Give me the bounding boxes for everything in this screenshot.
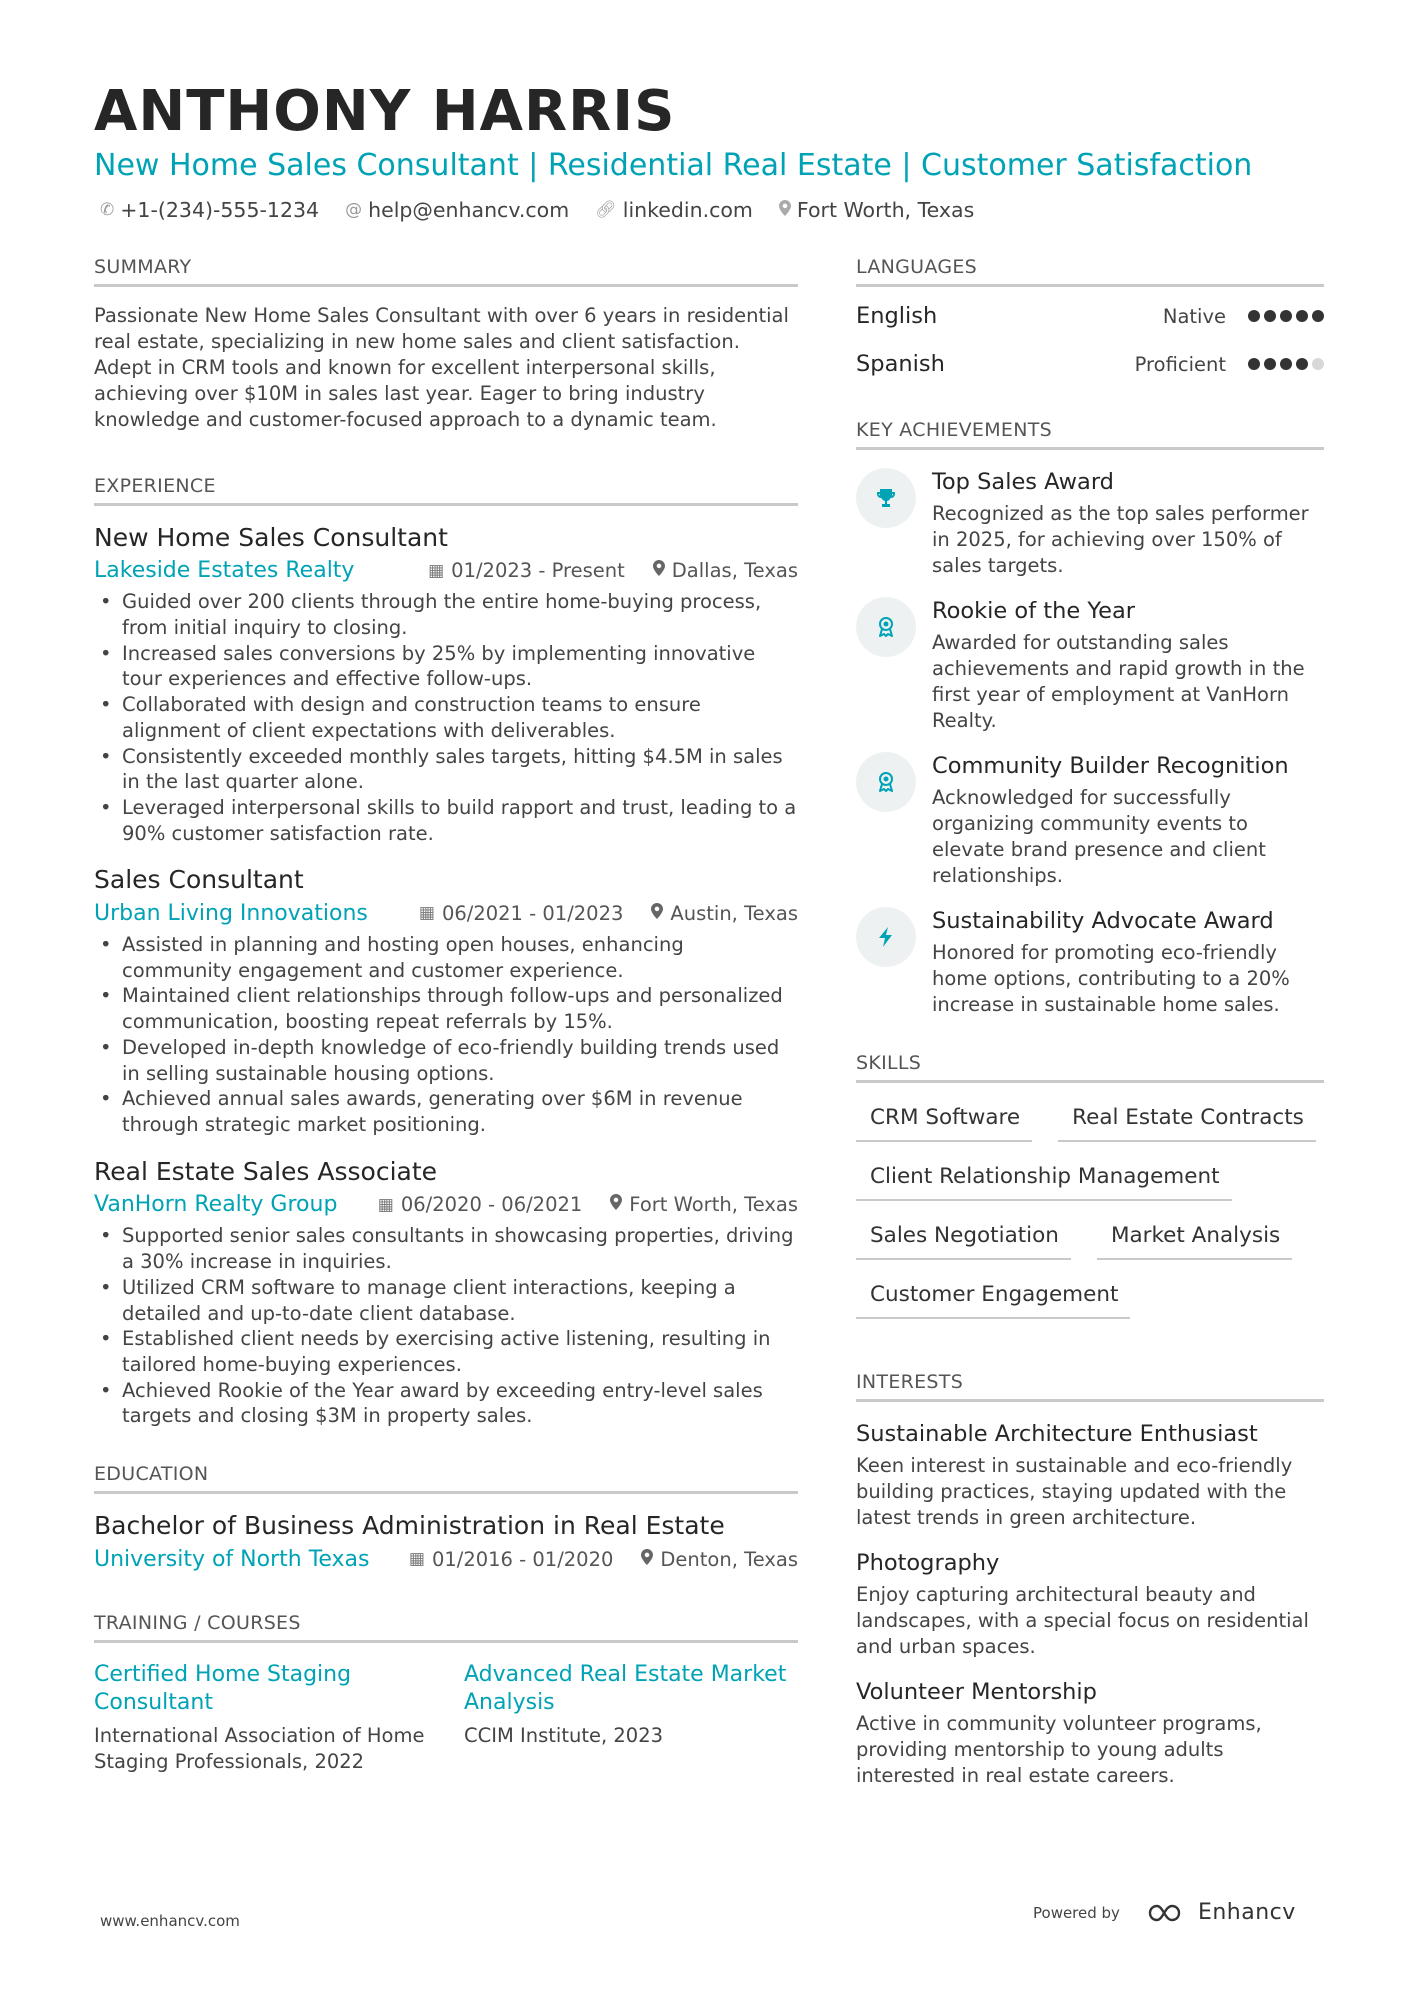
skill-tag: Customer Engagement <box>856 1274 1130 1319</box>
location-pin-icon <box>779 200 791 221</box>
rating-dot-filled <box>1248 358 1260 370</box>
achievement-body <box>932 468 1324 579</box>
education-entry <box>94 1510 798 1572</box>
candidate-name: ANTHONY HARRIS <box>94 79 676 144</box>
achievement-body <box>932 597 1324 734</box>
education-dates <box>409 1548 614 1571</box>
phone-text: +1-(234)-555-1234 <box>120 198 320 222</box>
phone-icon: ✆ <box>100 200 115 220</box>
job-dates <box>378 1193 583 1216</box>
education-heading: EDUCATION <box>94 1463 798 1494</box>
email-text: help@enhancv.com <box>368 198 570 222</box>
bullet-item: • Utilized CRM software to manage client interactions, keeping a detailed and up-to-date client database. <box>94 1275 798 1326</box>
education-section <box>94 1463 798 1572</box>
language-row <box>856 345 1324 383</box>
contact-location <box>779 198 974 222</box>
language-level: Proficient <box>1134 352 1226 376</box>
language-row <box>856 297 1324 335</box>
bullet-item: • Maintained client relationships through follow-ups and personalized communication, boosting repeat referrals by 15%. <box>94 983 798 1034</box>
course-item <box>94 1661 428 1775</box>
job-dates <box>428 559 625 582</box>
skill-list <box>856 1097 1324 1319</box>
course-title: Certified Home Staging Consultant <box>94 1661 352 1715</box>
at-icon: @ <box>345 200 363 220</box>
interests-heading: INTERESTS <box>856 1371 1324 1402</box>
job-meta <box>94 1192 798 1217</box>
job-dates-text: 01/2023 - Present <box>451 559 625 583</box>
job-entry <box>94 864 798 1137</box>
language-level: Native <box>1162 304 1226 328</box>
bullet-item: • Established client needs by exercising active listening, resulting in tailored home-buying experiences. <box>94 1326 798 1377</box>
calendar-icon: ▦ <box>377 1194 394 1215</box>
skill-tag: CRM Software <box>856 1097 1032 1142</box>
education-meta <box>94 1547 798 1572</box>
language-rating <box>1248 358 1324 370</box>
bullet-item: • Assisted in planning and hosting open houses, enhancing community engagement and customer experience. <box>94 932 798 983</box>
interest-item <box>856 1549 1324 1660</box>
left-column <box>94 256 798 1818</box>
course-desc: International Association of Home Staging Professionals, 2022 <box>94 1723 425 1773</box>
interest-title: Photography <box>856 1549 1000 1576</box>
achievement-item <box>856 597 1324 734</box>
skills-section <box>856 1052 1324 1319</box>
achievement-desc: Acknowledged for successfully organizing community events to elevate brand presence and client relationships. <box>932 786 1266 887</box>
job-title: Sales Consultant <box>94 865 304 895</box>
trophy-icon <box>856 468 916 528</box>
interest-desc: Keen interest in sustainable and eco-friendly building practices, staying updated with the latest trends in green architecture. <box>856 1454 1293 1529</box>
training-section <box>94 1612 798 1775</box>
job-location <box>653 559 798 582</box>
job-bullets <box>94 589 798 846</box>
bullet-item: • Collaborated with design and construction teams to ensure alignment of client expectations with deliverables. <box>94 692 798 743</box>
achievements-section <box>856 419 1324 1018</box>
experience-section <box>94 475 798 1430</box>
rating-dot-empty <box>1312 358 1324 370</box>
interest-desc: Active in community volunteer programs, providing mentorship to young adults interested in real estate careers. <box>856 1712 1262 1788</box>
award-ribbon-icon <box>856 597 916 657</box>
job-meta <box>94 901 798 926</box>
job-meta <box>94 558 798 583</box>
footer-brand <box>1033 1900 1296 1925</box>
achievement-title: Sustainability Advocate Award <box>932 907 1274 934</box>
skill-tag: Real Estate Contracts <box>1058 1097 1316 1142</box>
job-bullets <box>94 1223 798 1429</box>
language-proficiency <box>1135 353 1324 376</box>
link-icon: 🔗︎ <box>595 200 617 220</box>
achievement-title: Rookie of the Year <box>932 598 1135 625</box>
training-heading: TRAINING / COURSES <box>94 1612 798 1643</box>
calendar-icon: ▦ <box>418 903 435 924</box>
interest-title: Sustainable Architecture Enthusiast <box>856 1420 1258 1447</box>
skill-tag: Market Analysis <box>1097 1215 1292 1260</box>
achievement-desc: Honored for promoting eco-friendly home options, contributing to a 20% increase in sustainable home sales. <box>932 941 1290 1016</box>
achievement-title: Top Sales Award <box>932 469 1114 495</box>
interests-section <box>856 1371 1324 1789</box>
achievement-item <box>856 752 1324 889</box>
calendar-icon: ▦ <box>408 1549 425 1570</box>
interest-item <box>856 1678 1324 1789</box>
rating-dot-filled <box>1296 310 1308 322</box>
interest-item <box>856 1420 1324 1531</box>
location-pin-icon <box>651 903 663 924</box>
contact-email[interactable] <box>345 198 569 222</box>
course-desc: CCIM Institute, 2023 <box>464 1723 664 1747</box>
achievement-desc: Recognized as the top sales performer in 2025, for achieving over 150% of sales targets. <box>932 502 1309 578</box>
summary-text: Passionate New Home Sales Consultant with over 6 years in residential real estate, specializing in new home sales and client satisfaction. Adept in CRM tools and known for excellent interpersonal skills, achieving over $10M in sales last year. Eager to bring industry knowledge and customer-focused approach to a dynamic team. <box>94 304 789 431</box>
interest-desc: Enjoy capturing architectural beauty and landscapes, with a special focus on residential and urban spaces. <box>856 1583 1309 1659</box>
bullet-item: • Developed in-depth knowledge of eco-friendly building trends used in selling sustainable housing options. <box>94 1035 798 1086</box>
education-dates-text: 01/2016 - 01/2020 <box>431 1547 614 1571</box>
powered-by-text: Powered by <box>1033 1903 1120 1922</box>
job-dates-text: 06/2021 - 01/2023 <box>441 901 624 925</box>
job-meta-details <box>419 902 798 925</box>
rating-dot-filled <box>1280 310 1292 322</box>
linkedin-text: linkedin.com <box>622 198 753 222</box>
bullet-item: • Achieved annual sales awards, generating over $6M in revenue through strategic market positioning. <box>94 1086 798 1137</box>
summary-heading: SUMMARY <box>94 256 798 287</box>
job-location-text: Austin, Texas <box>670 901 798 925</box>
school-name: University of North Texas <box>94 1546 370 1572</box>
company-name: VanHorn Realty Group <box>94 1192 338 1218</box>
job-location-text: Fort Worth, Texas <box>629 1193 798 1217</box>
job-location <box>651 902 798 925</box>
job-location-text: Dallas, Texas <box>671 559 798 583</box>
rating-dot-filled <box>1264 310 1276 322</box>
experience-heading: EXPERIENCE <box>94 475 798 506</box>
brand-name: Enhancv <box>1197 1900 1296 1925</box>
education-location <box>641 1548 798 1571</box>
contact-linkedin[interactable] <box>595 198 753 222</box>
summary-section <box>94 256 798 433</box>
language-name: Spanish <box>856 351 945 377</box>
skills-heading: SKILLS <box>856 1052 1324 1083</box>
languages-section <box>856 256 1324 383</box>
degree-title: Bachelor of Business Administration in Real Estate <box>94 1511 725 1541</box>
course-item <box>464 1661 798 1775</box>
interest-title: Volunteer Mentorship <box>856 1678 1097 1705</box>
course-list <box>94 1661 798 1775</box>
brand-logo[interactable] <box>1146 1900 1296 1925</box>
company-name: Lakeside Estates Realty <box>94 558 355 584</box>
job-location <box>610 1193 798 1216</box>
job-title: Real Estate Sales Associate <box>94 1156 438 1186</box>
language-name: English <box>856 303 938 329</box>
job-entry <box>94 522 798 847</box>
rating-dot-filled <box>1296 358 1308 370</box>
job-dates <box>419 902 624 925</box>
languages-heading: LANGUAGES <box>856 256 1324 287</box>
rating-dot-filled <box>1248 310 1260 322</box>
bullet-item: • Increased sales conversions by 25% by implementing innovative tour experiences and effective follow-ups. <box>94 641 798 692</box>
job-meta-details <box>378 1193 798 1216</box>
company-name: Urban Living Innovations <box>94 900 368 926</box>
achievements-heading: KEY ACHIEVEMENTS <box>856 419 1324 450</box>
footer-url[interactable]: www.enhancv.com <box>100 1912 240 1930</box>
rating-dot-filled <box>1280 358 1292 370</box>
location-pin-icon <box>610 1194 622 1215</box>
language-proficiency <box>1163 305 1324 328</box>
bullet-item: • Supported senior sales consultants in showcasing properties, driving a 30% increase in inquiries. <box>94 1223 798 1274</box>
achievement-item <box>856 468 1324 579</box>
headline: New Home Sales Consultant | Residential Real Estate | Customer Satisfaction <box>94 148 1253 183</box>
education-location-text: Denton, Texas <box>660 1547 798 1571</box>
job-meta-details <box>428 559 798 582</box>
right-column <box>856 256 1324 1833</box>
job-title: New Home Sales Consultant <box>94 522 448 552</box>
job-bullets <box>94 932 798 1138</box>
location-pin-icon <box>653 560 665 581</box>
language-rating <box>1248 310 1324 322</box>
achievement-title: Community Builder Recognition <box>932 752 1289 779</box>
contact-phone[interactable] <box>100 198 319 222</box>
enhancv-logo-icon <box>1146 1902 1190 1924</box>
calendar-icon: ▦ <box>428 560 445 581</box>
skill-tag: Sales Negotiation <box>856 1215 1071 1260</box>
rating-dot-filled <box>1264 358 1276 370</box>
bullet-item: • Consistently exceeded monthly sales targets, hitting $4.5M in sales in the last quarter alone. <box>94 744 798 795</box>
award-ribbon-icon <box>856 752 916 812</box>
achievement-desc: Awarded for outstanding sales achievements and rapid growth in the first year of employment at VanHorn Realty. <box>932 631 1305 733</box>
job-dates-text: 06/2020 - 06/2021 <box>400 1193 583 1217</box>
education-meta-details <box>409 1548 798 1571</box>
rating-dot-filled <box>1312 310 1324 322</box>
contact-bar <box>100 198 974 222</box>
achievement-body <box>932 907 1324 1018</box>
course-title: Advanced Real Estate Market Analysis <box>464 1661 787 1715</box>
achievement-item <box>856 907 1324 1018</box>
lightning-bolt-icon <box>856 907 916 967</box>
skill-tag: Client Relationship Management <box>856 1156 1232 1201</box>
job-entry <box>94 1156 798 1429</box>
location-pin-icon <box>641 1549 653 1570</box>
bullet-item: • Guided over 200 clients through the entire home-buying process, from initial inquiry to closing. <box>94 589 798 640</box>
bullet-item: • Leveraged interpersonal skills to build rapport and trust, leading to a 90% customer satisfaction rate. <box>94 795 798 846</box>
bullet-item: • Achieved Rookie of the Year award by exceeding entry-level sales targets and closing $3M in property sales. <box>94 1378 798 1429</box>
location-text: Fort Worth, Texas <box>796 198 975 222</box>
achievement-body <box>932 752 1324 889</box>
